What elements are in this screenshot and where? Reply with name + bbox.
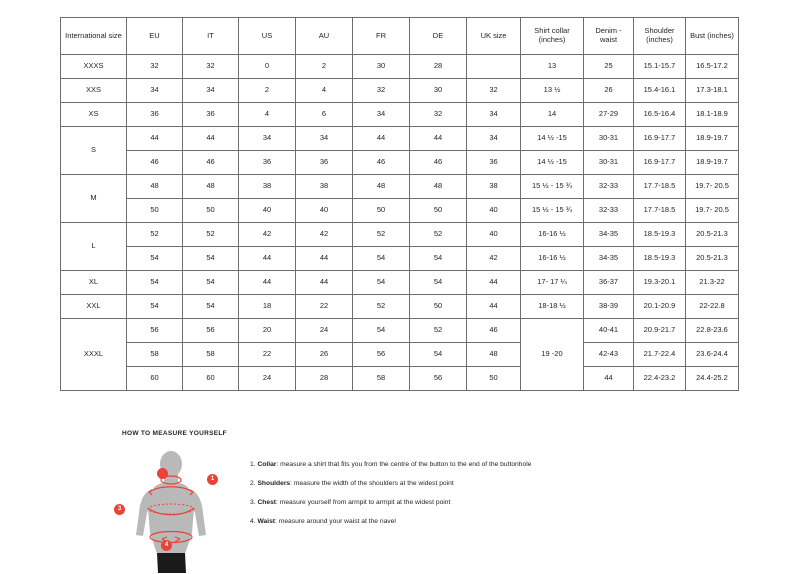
table-cell: 38: [467, 175, 521, 199]
table-cell: 60: [127, 367, 183, 391]
table-cell: 20.1-20.9: [634, 295, 686, 319]
table-cell: 32: [410, 103, 467, 127]
how-to-measure-section: [117, 430, 742, 574]
marker-3: 3: [114, 504, 125, 515]
table-cell: 48: [410, 175, 467, 199]
table-cell: 22: [239, 343, 296, 367]
table-cell: 50: [353, 199, 410, 223]
table-cell: 18.1-18.9: [686, 103, 739, 127]
table-cell: [467, 55, 521, 79]
table-cell: 44: [127, 127, 183, 151]
table-cell: 54: [353, 247, 410, 271]
table-cell: 28: [296, 367, 353, 391]
column-header: Denim - waist: [584, 18, 634, 55]
table-body: [61, 55, 739, 391]
table-cell: 34: [183, 79, 239, 103]
column-header: DE: [410, 18, 467, 55]
table-cell: 44: [239, 271, 296, 295]
table-cell: 44: [183, 127, 239, 151]
table-row: [61, 319, 739, 343]
table-cell: 58: [127, 343, 183, 367]
table-cell: 50: [127, 199, 183, 223]
body-diagram-icon: [122, 449, 232, 574]
how-to-measure-title: HOW TO MEASURE YOURSELF: [122, 430, 227, 437]
table-cell: 18.9-19.7: [686, 127, 739, 151]
table-cell: 32: [183, 55, 239, 79]
table-cell: 2: [239, 79, 296, 103]
table-cell: 54: [127, 295, 183, 319]
table-cell: 50: [410, 199, 467, 223]
column-header: International size: [61, 18, 127, 55]
table-cell: 54: [183, 247, 239, 271]
size-label-cell: XXS: [61, 79, 127, 103]
table-cell: 17.7-18.5: [634, 175, 686, 199]
table-cell: 54: [353, 271, 410, 295]
size-label-cell: S: [61, 127, 127, 175]
table-cell: 46: [467, 319, 521, 343]
marker-4: 4: [161, 540, 172, 551]
table-row: [61, 295, 739, 319]
table-cell: 36: [183, 103, 239, 127]
table-cell: 52: [353, 295, 410, 319]
table-cell: 48: [353, 175, 410, 199]
table-cell: 15 ½ - 15 ¾: [521, 199, 584, 223]
table-cell: 20: [239, 319, 296, 343]
size-label-cell: XXXS: [61, 55, 127, 79]
table-cell: 14 ½ -15: [521, 151, 584, 175]
table-cell: 19.7- 20.5: [686, 175, 739, 199]
table-cell: 22: [296, 295, 353, 319]
table-cell: 15.1-15.7: [634, 55, 686, 79]
table-cell: 20.5-21.3: [686, 223, 739, 247]
table-cell: 36: [239, 151, 296, 175]
table-cell: 34: [467, 103, 521, 127]
table-cell: 46: [127, 151, 183, 175]
table-cell: 48: [467, 343, 521, 367]
table-cell: 36: [467, 151, 521, 175]
table-cell: 23.6-24.4: [686, 343, 739, 367]
table-cell: 54: [353, 319, 410, 343]
table-cell: 13: [521, 55, 584, 79]
table-cell: 18: [239, 295, 296, 319]
table-cell: 30: [410, 79, 467, 103]
table-cell: 44: [467, 271, 521, 295]
table-cell: 50: [410, 295, 467, 319]
table-cell: 56: [353, 343, 410, 367]
table-cell: 54: [410, 343, 467, 367]
table-cell: 22.4-23.2: [634, 367, 686, 391]
column-header: Bust (inches): [686, 18, 739, 55]
table-cell: 6: [296, 103, 353, 127]
table-cell: 44: [296, 271, 353, 295]
table-cell: 38: [239, 175, 296, 199]
table-cell: 54: [127, 271, 183, 295]
table-row: [61, 79, 739, 103]
table-cell: 30: [353, 55, 410, 79]
column-header: Shirt collar (inches): [521, 18, 584, 55]
table-cell: 15 ½ - 15 ¾: [521, 175, 584, 199]
table-cell: 18.5-19.3: [634, 223, 686, 247]
table-cell: 54: [183, 295, 239, 319]
table-cell: 40: [296, 199, 353, 223]
marker-collar-dot: [157, 468, 168, 479]
table-header-row: [61, 18, 739, 55]
table-cell: 20.5-21.3: [686, 247, 739, 271]
table-cell: 52: [353, 223, 410, 247]
table-cell: 2: [296, 55, 353, 79]
instruction-term: Chest: [257, 499, 277, 507]
table-row: [61, 103, 739, 127]
table-row: [61, 175, 739, 199]
table-cell: 18.9-19.7: [686, 151, 739, 175]
size-label-cell: XL: [61, 271, 127, 295]
table-row: [61, 223, 739, 247]
table-cell: 54: [183, 271, 239, 295]
table-cell: 15.4-16.1: [634, 79, 686, 103]
size-label-cell: XXL: [61, 295, 127, 319]
column-header: EU: [127, 18, 183, 55]
table-cell: 36-37: [584, 271, 634, 295]
table-cell: 58: [353, 367, 410, 391]
instruction-item: [250, 499, 531, 507]
table-cell: 32-33: [584, 199, 634, 223]
table-cell: 54: [127, 247, 183, 271]
table-cell: 19.3-20.1: [634, 271, 686, 295]
table-cell: 34-35: [584, 247, 634, 271]
column-header: US: [239, 18, 296, 55]
instruction-term: Waist: [257, 518, 276, 526]
table-cell: 22.8-23.6: [686, 319, 739, 343]
table-cell: 54: [410, 271, 467, 295]
table-cell: 20.9-21.7: [634, 319, 686, 343]
table-cell: 21.7-22.4: [634, 343, 686, 367]
table-cell: 19.7- 20.5: [686, 199, 739, 223]
table-row: [61, 199, 739, 223]
table-cell: 46: [183, 151, 239, 175]
instruction-number: 2.: [250, 480, 256, 488]
table-cell: 32-33: [584, 175, 634, 199]
table-cell: 24.4-25.2: [686, 367, 739, 391]
instruction-term: Shoulders: [257, 480, 291, 488]
table-cell: 16-16 ½: [521, 223, 584, 247]
table-header: [61, 18, 739, 55]
table-cell: 52: [410, 319, 467, 343]
table-cell: 18.5-19.3: [634, 247, 686, 271]
table-cell: 22-22.8: [686, 295, 739, 319]
table-cell: 40: [467, 199, 521, 223]
table-row: [61, 271, 739, 295]
table-cell: 52: [183, 223, 239, 247]
column-header: IT: [183, 18, 239, 55]
table-cell: 14: [521, 103, 584, 127]
size-label-cell: XS: [61, 103, 127, 127]
instruction-text: : measure a shirt that fits you from the centre of the button to the end of the buttonhole: [276, 461, 532, 468]
table-row: [61, 127, 739, 151]
table-cell: 52: [127, 223, 183, 247]
instruction-text: : measure around your waist at the navel: [275, 518, 396, 526]
table-cell: 24: [296, 319, 353, 343]
table-cell: 46: [410, 151, 467, 175]
table-cell: 44: [410, 127, 467, 151]
column-header: UK size: [467, 18, 521, 55]
instruction-item: [250, 461, 531, 469]
table-cell: 32: [467, 79, 521, 103]
measurement-figure: [117, 449, 232, 574]
table-cell: 30-31: [584, 127, 634, 151]
table-cell: 19 -20: [521, 319, 584, 391]
column-header: FR: [353, 18, 410, 55]
instruction-item: [250, 480, 531, 488]
table-cell: 17.7-18.5: [634, 199, 686, 223]
table-cell: 34-35: [584, 223, 634, 247]
column-header: AU: [296, 18, 353, 55]
table-row: [61, 55, 739, 79]
table-cell: 26: [296, 343, 353, 367]
table-cell: 0: [239, 55, 296, 79]
table-cell: 38-39: [584, 295, 634, 319]
instruction-term: Collar: [257, 461, 277, 468]
instruction-text: : measure the width of the shoulders at the widest point: [290, 480, 454, 488]
size-chart-table: [60, 17, 739, 391]
table-cell: 27-29: [584, 103, 634, 127]
table-cell: 16.5-16.4: [634, 103, 686, 127]
table-cell: 42: [296, 223, 353, 247]
table-cell: 17.3-18.1: [686, 79, 739, 103]
table-cell: 56: [183, 319, 239, 343]
table-cell: 16.9-17.7: [634, 151, 686, 175]
table-cell: 18-18 ½: [521, 295, 584, 319]
instruction-list: [250, 449, 531, 537]
instruction-item: [250, 518, 531, 526]
table-cell: 48: [183, 175, 239, 199]
instruction-number: 4.: [250, 518, 256, 526]
table-cell: 44: [296, 247, 353, 271]
table-cell: 36: [127, 103, 183, 127]
table-cell: 34: [239, 127, 296, 151]
marker-1: 1: [207, 474, 218, 485]
table-row: [61, 343, 739, 367]
size-label-cell: L: [61, 223, 127, 271]
table-cell: 40-41: [584, 319, 634, 343]
size-label-cell: XXXL: [61, 319, 127, 391]
table-cell: 52: [410, 223, 467, 247]
table-cell: 44: [353, 127, 410, 151]
instruction-text: : measure yourself from armpit to armpit at the widest point: [276, 499, 451, 507]
table-cell: 58: [183, 343, 239, 367]
table-cell: 16.9-17.7: [634, 127, 686, 151]
table-cell: 44: [584, 367, 634, 391]
instruction-number: 3.: [250, 499, 256, 507]
table-cell: 14 ½ -15: [521, 127, 584, 151]
table-cell: 26: [584, 79, 634, 103]
table-cell: 32: [127, 55, 183, 79]
column-header: Shoulder (inches): [634, 18, 686, 55]
how-to-measure-body: [117, 449, 742, 574]
table-cell: 56: [127, 319, 183, 343]
table-cell: 50: [183, 199, 239, 223]
table-cell: 30-31: [584, 151, 634, 175]
size-chart-table-container: [60, 17, 734, 391]
table-cell: 44: [467, 295, 521, 319]
table-cell: 60: [183, 367, 239, 391]
table-cell: 46: [353, 151, 410, 175]
table-cell: 16.5-17.2: [686, 55, 739, 79]
table-cell: 42: [467, 247, 521, 271]
table-cell: 25: [584, 55, 634, 79]
table-cell: 17- 17 ¼: [521, 271, 584, 295]
table-row: [61, 151, 739, 175]
instruction-number: 1.: [250, 461, 256, 468]
table-row: [61, 367, 739, 391]
table-cell: 40: [467, 223, 521, 247]
table-cell: 4: [296, 79, 353, 103]
table-cell: 28: [410, 55, 467, 79]
table-cell: 44: [239, 247, 296, 271]
table-cell: 4: [239, 103, 296, 127]
table-cell: 56: [410, 367, 467, 391]
table-cell: 42-43: [584, 343, 634, 367]
table-cell: 13 ½: [521, 79, 584, 103]
table-cell: 24: [239, 367, 296, 391]
table-row: [61, 247, 739, 271]
table-cell: 16-16 ½: [521, 247, 584, 271]
table-cell: 34: [127, 79, 183, 103]
table-cell: 42: [239, 223, 296, 247]
table-cell: 34: [296, 127, 353, 151]
table-cell: 40: [239, 199, 296, 223]
table-cell: 54: [410, 247, 467, 271]
table-cell: 36: [296, 151, 353, 175]
table-cell: 50: [467, 367, 521, 391]
table-cell: 34: [353, 103, 410, 127]
table-cell: 21.3-22: [686, 271, 739, 295]
table-cell: 34: [467, 127, 521, 151]
table-cell: 48: [127, 175, 183, 199]
table-cell: 38: [296, 175, 353, 199]
size-label-cell: M: [61, 175, 127, 223]
table-cell: 32: [353, 79, 410, 103]
